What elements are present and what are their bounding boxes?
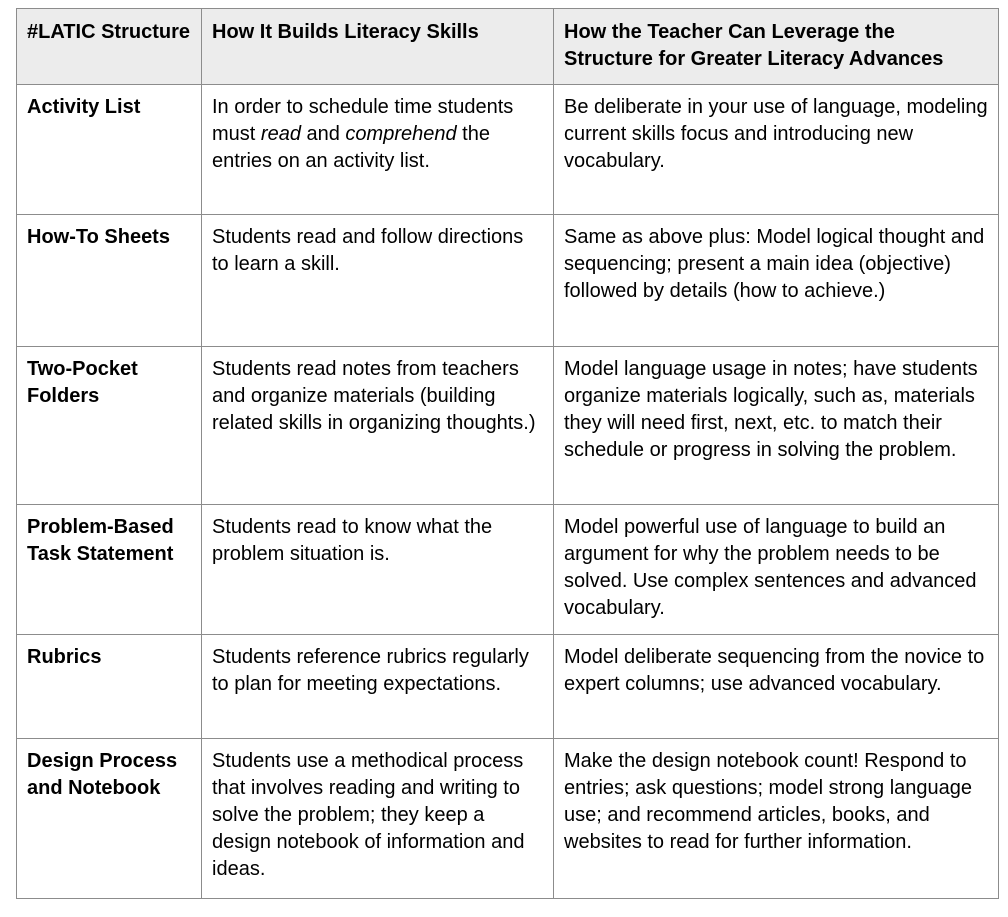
builds-text-part: the entries on an activity list.	[212, 123, 490, 172]
table-row	[17, 215, 999, 347]
table-row	[17, 85, 999, 215]
row-builds-text: Students read notes from teachers and organize materials (building related skills in organizing thoughts.)	[202, 347, 554, 505]
row-builds-text: Students use a methodical process that involves reading and writing to solve the problem; they keep a design notebook of information and ideas.	[202, 739, 554, 899]
row-leverage-text: Model powerful use of language to build an argument for why the problem needs to be solved. Use complex sentences and advanced vocabulary.	[554, 505, 999, 635]
row-structure-name: Design Process and Notebook	[17, 739, 202, 899]
row-builds-text: Students read to know what the problem situation is.	[202, 505, 554, 635]
row-leverage-text: Model language usage in notes; have students organize materials logically, such as, materials they will need first, next, etc. to match their schedule or progress in solving the problem.	[554, 347, 999, 505]
table-row	[17, 635, 999, 739]
row-builds-text: Students reference rubrics regularly to plan for meeting expectations.	[202, 635, 554, 739]
row-structure-name: Activity List	[17, 85, 202, 215]
builds-text-part: In order to schedule time students must	[212, 96, 514, 145]
row-builds-text: Students read and follow directions to learn a skill.	[202, 215, 554, 347]
builds-text-part: and	[300, 123, 346, 145]
header-structure: #LATIC Structure	[17, 9, 202, 85]
row-leverage-text: Model deliberate sequencing from the novice to expert columns; use advanced vocabulary.	[554, 635, 999, 739]
row-structure-name: Problem-Based Task Statement	[17, 505, 202, 635]
header-teacher-leverage: How the Teacher Can Leverage the Structure for Greater Literacy Advances	[554, 9, 999, 85]
row-structure-name: How-To Sheets	[17, 215, 202, 347]
builds-text-emphasis: comprehend	[345, 123, 457, 145]
literacy-structures-table	[16, 8, 999, 899]
table-row	[17, 505, 999, 635]
table-row	[17, 739, 999, 899]
row-structure-name: Rubrics	[17, 635, 202, 739]
row-leverage-text: Same as above plus: Model logical thought and sequencing; present a main idea (objective) followed by details (how to achieve.)	[554, 215, 999, 347]
row-structure-name: Two-Pocket Folders	[17, 347, 202, 505]
row-leverage-text: Make the design notebook count! Respond to entries; ask questions; model strong language use; and recommend articles, books, and websites to read for further information.	[554, 739, 999, 899]
row-leverage-text: Be deliberate in your use of language, modeling current skills focus and introducing new vocabulary.	[554, 85, 999, 215]
table-header-row	[17, 9, 999, 85]
row-builds-text	[202, 85, 554, 215]
header-builds-literacy: How It Builds Literacy Skills	[202, 9, 554, 85]
builds-text-emphasis: read	[260, 123, 301, 145]
table-row	[17, 347, 999, 505]
